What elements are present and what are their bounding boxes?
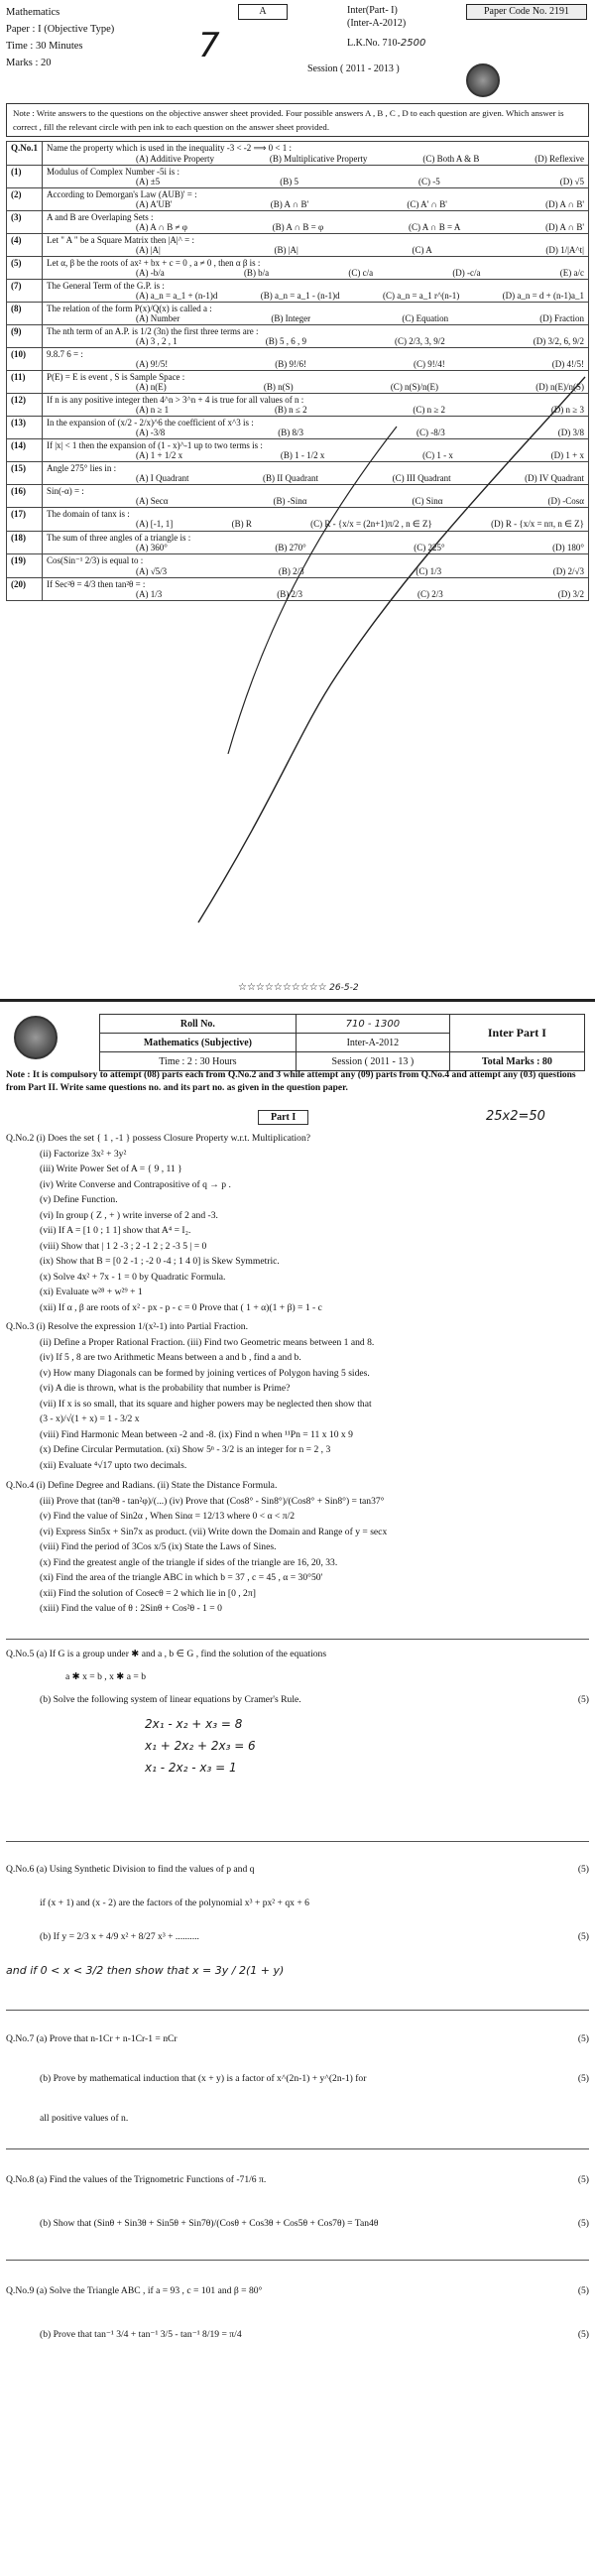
q2-part: (viii) Show that | 1 2 -3 ; 2 -1 2 ; 2 -3 5 | = 0 [40, 1240, 207, 1252]
q6a2-text: if (x + 1) and (x - 2) are the factors of the polynomial x³ + px² + qx + 6 [40, 1898, 309, 1908]
q7b-stmt: (b) Prove by mathematical induction that (x + y) is a factor of x^(2n-1) + y^(2n-1) for [40, 2073, 367, 2084]
answer-option: (C) A [412, 245, 432, 255]
q9b-text [6, 2313, 589, 2357]
q3-part: (x) Define Circular Permutation. (xi) Show 5ⁿ - 3/2 is an integer for n = 2 , 3 [40, 1444, 331, 1455]
q9b-marks: (5) [577, 2329, 589, 2340]
answer-option: (A) √5/3 [136, 566, 168, 576]
q4-part: (xiii) Find the value of θ : 2Sinθ + Cos²θ - 1 = 0 [40, 1603, 222, 1614]
answer-option: (C) Both A & B [422, 154, 480, 164]
answer-option: (B) Integer [271, 313, 311, 323]
q3-part: (ii) Define a Proper Rational Fraction. (iii) Find two Geometric means between 1 and 8. [40, 1336, 375, 1348]
roll-label: Roll No. [100, 1015, 297, 1034]
question-number: (12) [7, 394, 43, 417]
q2-part: Q.No.2 (i) Does the set { 1 , -1 } possess Closure Property w.r.t. Multiplication? [6, 1133, 311, 1144]
q9-separator [6, 2260, 589, 2261]
q4-part: (x) Find the greatest angle of the triangle if sides of the triangle are 16, 20, 33. [40, 1556, 338, 1568]
q3-part: (viii) Find Harmonic Mean between -2 and -8. (ix) Find n when ¹¹Pn = 11 x 10 x 9 [40, 1428, 353, 1440]
subjective-paper [0, 1008, 595, 2576]
answer-option: (B) 5 , 6 , 9 [265, 336, 306, 346]
question-7 [6, 2020, 589, 2139]
q4-part: (viii) Find the period of 3Cos x/5 (ix) State the Laws of Sines. [40, 1541, 277, 1552]
question-statement: The nth term of an A.P. is 1/2 (3n) the first three terms are : [47, 326, 259, 336]
answer-option: (A) n ≥ 1 [136, 405, 170, 415]
paper-code-box: Paper Code No. 2191 [466, 4, 587, 20]
answer-option: (B) b/a [243, 268, 270, 278]
answer-option: (A) ±5 [136, 177, 161, 186]
lk-label: L.K.No. 710- [347, 38, 401, 49]
part-label: Inter Part I [449, 1015, 584, 1052]
cramer-equation: 2x₁ - x₂ + x₃ = 8 [145, 1717, 243, 1731]
answer-option: (A) 1/3 [136, 589, 163, 599]
answer-option: (D) n ≥ 3 [550, 405, 584, 415]
q6a-text [6, 1853, 589, 1887]
q6b-text [6, 1920, 589, 1954]
answer-option: (B) a_n = a_1 - (n-1)d [260, 291, 340, 301]
q2-part: (xi) Evaluate w²⁸ + w²⁹ + 1 [40, 1287, 143, 1297]
roll-value: 710 - 1300 [296, 1015, 449, 1034]
question-statement: Sin(-α) = : [47, 486, 84, 496]
q3-part: (3 - x)/√(1 + x) = 1 - 3/2 x [40, 1413, 140, 1424]
q3-part: (vi) A die is thrown, what is the probability that number is Prime? [40, 1383, 291, 1394]
cramer-equation: x₁ - 2x₂ - x₃ = 1 [145, 1761, 237, 1775]
question-number: (2) [7, 188, 43, 211]
question-statement: Angle 275° lies in : [47, 463, 117, 473]
answer-option: (D) n(E)/n(S) [536, 382, 584, 392]
q6b-marks: (5) [577, 1931, 589, 1942]
question-3 [6, 1319, 589, 1473]
question-6 [6, 1853, 589, 1988]
question-statement: Let " A " be a Square Matrix then |A|^ = : [47, 235, 194, 245]
answer-option: (C) 9!/4! [414, 359, 445, 369]
answer-option: (B) -Sinα [273, 496, 307, 506]
answer-option: (D) -c/a [452, 268, 481, 278]
q7a-text [6, 2020, 589, 2059]
question-statement: Let α, β be the roots of ax² + bx + c = 0 , a ≠ 0 , then α β is : [47, 258, 261, 268]
answer-option: (C) n ≥ 2 [413, 405, 446, 415]
question-number: (9) [7, 325, 43, 348]
q8b-stmt: (b) Show that (Sinθ + Sin3θ + Sin5θ + Sin7θ)/(Cosθ + Cos3θ + Cos5θ + Cos7θ) = Tan4θ [40, 2218, 379, 2229]
answer-option: (B) |A| [274, 245, 298, 255]
subject-title: Mathematics (Subjective) [100, 1034, 297, 1052]
q2-part: (vii) If A = [1 0 ; 1 1] show that A⁴ = I₂. [40, 1225, 191, 1236]
subject-label: Mathematics [6, 7, 60, 18]
session-label: Session ( 2011 - 2013 ) [307, 63, 400, 74]
answer-option: (C) A ∩ B = A [408, 222, 461, 232]
q8b-marks: (5) [577, 2218, 589, 2229]
question-number: (17) [7, 508, 43, 532]
q4-part: (xi) Find the area of the triangle ABC in which b = 37 , c = 45 , α = 30°50' [40, 1572, 323, 1583]
q2-part: (xii) If α , β are roots of x² - px - p - c = 0 Prove that ( 1 + α)(1 + β) = 1 - c [40, 1301, 322, 1313]
q7-separator [6, 2010, 589, 2011]
q3-part: Q.No.3 (i) Resolve the expression 1/(x²-1) into Partial Fraction. [6, 1321, 249, 1332]
answer-option: (D) A ∩ B' [545, 222, 584, 232]
answer-option: (B) II Quadrant [263, 473, 319, 483]
answer-option: (A) Number [136, 313, 180, 323]
q6a-marks: (5) [577, 1864, 589, 1875]
question-statement: The domain of tanx is : [47, 509, 130, 519]
question-2 [6, 1131, 589, 1315]
question-statement: A and B are Overlaping Sets : [47, 212, 154, 222]
q4-part: (vi) Express Sin5x + Sin7x as product. (vii) Write down the Domain and Range of y = secx [40, 1526, 388, 1537]
answer-option: (C) 1 - x [422, 450, 453, 460]
answer-option: (A) [-1, 1] [136, 519, 174, 529]
question-number: (4) [7, 234, 43, 257]
answer-option: (D) IV Quadrant [525, 473, 584, 483]
answer-option: (A) -b/a [136, 268, 165, 278]
question-statement: 9.8.7 6 = : [47, 349, 83, 359]
answer-option: (C) R - {x/x = (2n+1)π/2 , n ∈ Z} [310, 519, 432, 529]
question-number: (5) [7, 257, 43, 280]
answer-option: (A) 360° [136, 543, 168, 552]
question-4 [6, 1478, 589, 1617]
answer-option: (C) -8/3 [416, 428, 445, 437]
subjective-header [99, 1014, 585, 1071]
q9a-stmt: Q.No.9 (a) Solve the Triangle ABC , if a = 93 , c = 101 and β = 80° [6, 2285, 263, 2296]
question-number: (18) [7, 532, 43, 554]
question-number: (10) [7, 348, 43, 371]
q2-part: (iii) Write Power Set of A = { 9 , 11 } [40, 1164, 182, 1174]
instructions-note: Note : Write answers to the questions on the objective answer sheet provided. Four possible answers A , B , C , D to each question are given. Which answer is correct , fill the relevant circle with pen ink to each question on the answer sheet provided. [6, 103, 589, 137]
answer-option: (C) n(S)/n(E) [390, 382, 439, 392]
pen-marks [0, 0, 595, 1002]
q9a-text [6, 2269, 589, 2313]
part-i-box: Part I [258, 1110, 308, 1125]
question-8 [6, 2158, 589, 2246]
answer-option: (C) III Quadrant [392, 473, 451, 483]
answer-option: (D) 1 + x [550, 450, 584, 460]
q9a-marks: (5) [577, 2285, 589, 2296]
answer-option: (A) Secα [136, 496, 169, 506]
answer-option: (A) |A| [136, 245, 161, 255]
q3-part: (iv) If 5 , 8 are two Arithmetic Means between a and b , find a and b. [40, 1352, 301, 1363]
board-seal-2 [14, 1016, 58, 1059]
answer-option: (B) 5 [280, 177, 298, 186]
answer-option: (C) -5 [418, 177, 440, 186]
q6a-stmt: Q.No.6 (a) Using Synthetic Division to find the values of p and q [6, 1864, 255, 1875]
q5b-text [6, 1692, 589, 1708]
q8b-text [6, 2202, 589, 2246]
total-marks: Total Marks : 80 [449, 1052, 584, 1071]
answer-option: (B) n(S) [263, 382, 294, 392]
pen-stroke-1 [198, 377, 585, 922]
answer-option: (D) a_n = d + (n-1)a_1 [502, 291, 584, 301]
answer-option: (C) Equation [402, 313, 449, 323]
q7b-text [6, 2059, 589, 2099]
q6-separator [6, 1841, 589, 1842]
question-statement: The sum of three angles of a triangle is : [47, 533, 191, 543]
answer-option: (D) 3/2 [557, 589, 584, 599]
q7a-marks: (5) [577, 2033, 589, 2044]
inter-a: Inter-A-2012 [296, 1034, 449, 1052]
answer-option: (A) 3 , 2 , 1 [136, 336, 178, 346]
question-number: (7) [7, 280, 43, 303]
answer-option: (B) 1 - 1/2 x [280, 450, 325, 460]
answer-option: (C) 2/3 [417, 589, 443, 599]
answer-option: (B) R [231, 519, 252, 529]
stars-handwritten: 26-5-2 [329, 983, 359, 993]
q7b-marks: (5) [577, 2073, 589, 2084]
question-number: (16) [7, 485, 43, 508]
answer-option: (D) -Cosα [547, 496, 584, 506]
answer-option: (D) Reflexive [535, 154, 584, 164]
answer-option: (B) 8/3 [278, 428, 303, 437]
inter-label: Inter(Part- I) [347, 5, 398, 16]
q6b2-text: and if 0 < x < 3/2 then show that x = 3y / 2(1 + y) [6, 1964, 285, 1977]
q5a-stmt: Q.No.5 (a) If G is a group under ✱ and a , b ∈ G , find the solution of the equations [6, 1649, 327, 1659]
question-statement: Cos(Sin⁻¹ 2/3) is equal to : [47, 555, 144, 565]
answer-option: (D) 3/2, 6, 9/2 [533, 336, 584, 346]
q4-part: Q.No.4 (i) Define Degree and Radians. (ii) State the Distance Formula. [6, 1480, 278, 1491]
answer-option: (D) 3/8 [557, 428, 584, 437]
time-label-2: Time : 2 : 30 Hours [100, 1052, 297, 1071]
q2-part: (iv) Write Converse and Contrapositive of q → p . [40, 1178, 231, 1190]
answer-option: (A) A ∩ B ≠ φ [136, 222, 187, 232]
pen-stroke-2 [228, 427, 397, 754]
answer-option: (D) 180° [552, 543, 584, 552]
cramer-equation: x₁ + 2x₂ + 2x₃ = 6 [145, 1739, 256, 1753]
lk-handwritten: 2500 [400, 38, 426, 49]
question-number: (15) [7, 462, 43, 485]
question-9 [6, 2269, 589, 2357]
cramer-system [145, 1713, 595, 1779]
question-statement: Modulus of Complex Number -5i is : [47, 167, 179, 177]
answer-option: (B) A ∩ B = φ [272, 222, 324, 232]
answer-option: (D) R - {x/x = nπ, n ∈ Z} [491, 519, 584, 529]
answer-option: (C) A' ∩ B' [407, 199, 447, 209]
question-number: (1) [7, 166, 43, 188]
answer-option: (D) 2/√3 [552, 566, 584, 576]
answer-option: (D) 1/|A^t| [545, 245, 584, 255]
answer-option: (D) 4!/5! [551, 359, 584, 369]
question-5 [6, 1647, 589, 1773]
group-box: A [238, 4, 288, 20]
answer-option: (A) -3/8 [136, 428, 166, 437]
marks-label: Marks : 20 [6, 58, 52, 68]
question-number: (3) [7, 211, 43, 234]
answer-option: (A) 9!/5! [136, 359, 169, 369]
question-statement: Name the property which is used in the inequality -3 < -2 ⟹ 0 < 1 : [47, 143, 293, 153]
q8a-text [6, 2158, 589, 2202]
answer-option: (D) A ∩ B' [545, 199, 584, 209]
q2-part: (v) Define Function. [40, 1194, 118, 1205]
answer-option: (C) 1/3 [416, 566, 442, 576]
answer-option: (C) 2/3, 3, 9/2 [395, 336, 445, 346]
q2-part: (ii) Factorize 3x² + 3y² [40, 1148, 127, 1160]
answer-option: (E) a/c [559, 268, 584, 278]
q8-separator [6, 2148, 589, 2149]
answer-option: (C) a_n = a_1 r^(n-1) [382, 291, 460, 301]
q4-part: (v) Find the value of Sin2α , When Sinα = 12/13 where 0 < α < π/2 [40, 1511, 296, 1522]
q2-part: (ix) Show that B = [0 2 -1 ; -2 0 -4 ; 1 4 0] is Skew Symmetric. [40, 1256, 280, 1267]
q5b-stmt: (b) Solve the following system of linear equations by Cramer's Rule. [40, 1693, 301, 1705]
question-statement: If n is any positive integer then 4^n > 3^n + 4 is true for all values of n : [47, 395, 304, 405]
end-stars [238, 982, 359, 993]
q4-part: (xii) Find the solution of Cosecθ = 2 which lie in [0 , 2π] [40, 1587, 256, 1599]
time-label: Time : 30 Minutes [6, 41, 83, 52]
answer-option: (C) Sinα [412, 496, 443, 506]
answer-option: (A) a_n = a_1 + (n-1)d [136, 291, 218, 301]
question-number: (19) [7, 554, 43, 578]
answer-option: (B) A ∩ B' [270, 199, 309, 209]
question-number: (20) [7, 578, 43, 601]
answer-option: (B) 2/3 [277, 589, 302, 599]
q8a-marks: (5) [577, 2174, 589, 2185]
answer-option: (A) I Quadrant [136, 473, 189, 483]
session-label-2: Session ( 2011 - 13 ) [296, 1052, 449, 1071]
paper-label: Paper : I (Objective Type) [6, 24, 115, 35]
question-number: (13) [7, 417, 43, 439]
answer-option: (D) √5 [559, 177, 584, 186]
answer-option: (A) 1 + 1/2 x [136, 450, 183, 460]
part-ii-separator [6, 1639, 589, 1640]
handwritten-marks: 25x2=50 [486, 1109, 545, 1124]
question-number: (11) [7, 371, 43, 394]
subjective-note: Note : It is compulsory to attempt (08) parts each from Q.No.2 and 3 while attempt any (09) parts from Q.No.4 and attempt any (03) questions from Part II. Write same questions no. and its part no. as given in the question paper. [6, 1070, 576, 1093]
answer-option: (B) Multiplicative Property [269, 154, 368, 164]
answer-option: (B) 2/3 [278, 566, 304, 576]
question-statement: P(E) = E is event , S is Sample Space : [47, 372, 185, 382]
question-statement: If |x| < 1 then the expansion of (1 - x)^-1 up to two terms is : [47, 440, 263, 450]
q3-part: (xii) Evaluate ⁴√17 upto two decimals. [40, 1459, 187, 1471]
answer-option: (C) c/a [348, 268, 374, 278]
q5b-marks: (5) [577, 1693, 589, 1705]
answer-option: (C) 225° [414, 543, 445, 552]
answer-option: (B) 270° [275, 543, 306, 552]
question-statement: In the expansion of (x/2 - 2/x)^6 the coefficient of x^3 is : [47, 418, 254, 428]
question-statement: According to Demorgan's Law (AUB)' = : [47, 189, 197, 199]
q3-part: (v) How many Diagonals can be formed by joining vertices of Polygon having 5 sides. [40, 1367, 370, 1379]
q7a-stmt: Q.No.7 (a) Prove that n-1Cr + n-1Cr-1 = nCr [6, 2033, 178, 2044]
q9b-stmt: (b) Prove that tan⁻¹ 3/4 + tan⁻¹ 3/5 - tan⁻¹ 8/19 = π/4 [40, 2329, 242, 2340]
answer-option: (A) n(E) [136, 382, 167, 392]
objective-paper [0, 0, 595, 1002]
q6b-stmt: (b) If y = 2/3 x + 4/9 x² + 8/27 x³ + .......... [40, 1931, 199, 1942]
question-statement: If Sec²θ = 4/3 then tan²θ = : [47, 579, 146, 589]
q2-part: (vi) In group ( Z , + ) write inverse of 2 and -3. [40, 1209, 218, 1221]
question-statement: The relation of the form P(x)/Q(x) is called a : [47, 304, 212, 313]
q4-part: (iii) Prove that (tan²θ - tan²φ)/(...) (iv) Prove that (Cos8° - Sin8°)/(Cos8° + Sin8°) = tan37° [40, 1495, 385, 1507]
answer-option: (A) Additive Property [136, 154, 214, 164]
question-number: (8) [7, 303, 43, 325]
handwritten-seven: 7 [198, 26, 220, 65]
inter-sub: (Inter-A-2012) [347, 18, 407, 29]
answer-option: (B) n ≤ 2 [274, 405, 307, 415]
q5a-text [6, 1647, 589, 1662]
question-statement: The General Term of the G.P. is : [47, 281, 165, 291]
question-number: Q.No.1 [7, 142, 43, 166]
answer-option: (D) Fraction [539, 313, 584, 323]
q2-part: (x) Solve 4x² + 7x - 1 = 0 by Quadratic Formula. [40, 1271, 226, 1283]
stars-text: ☆☆☆☆☆☆☆☆☆☆ [238, 982, 327, 993]
q3-part: (vii) If x is so small, that its square and higher powers may be neglected then show that [40, 1398, 372, 1410]
question-number: (14) [7, 439, 43, 462]
answer-option: (A) A'UB' [136, 199, 173, 209]
answer-option: (B) 9!/6! [275, 359, 306, 369]
q5a-equation: a ✱ x = b , x ✱ a = b [65, 1670, 146, 1682]
q8a-stmt: Q.No.8 (a) Find the values of the Trignometric Functions of -71/6 π. [6, 2174, 267, 2185]
q7b2-text: all positive values of n. [40, 2113, 129, 2124]
